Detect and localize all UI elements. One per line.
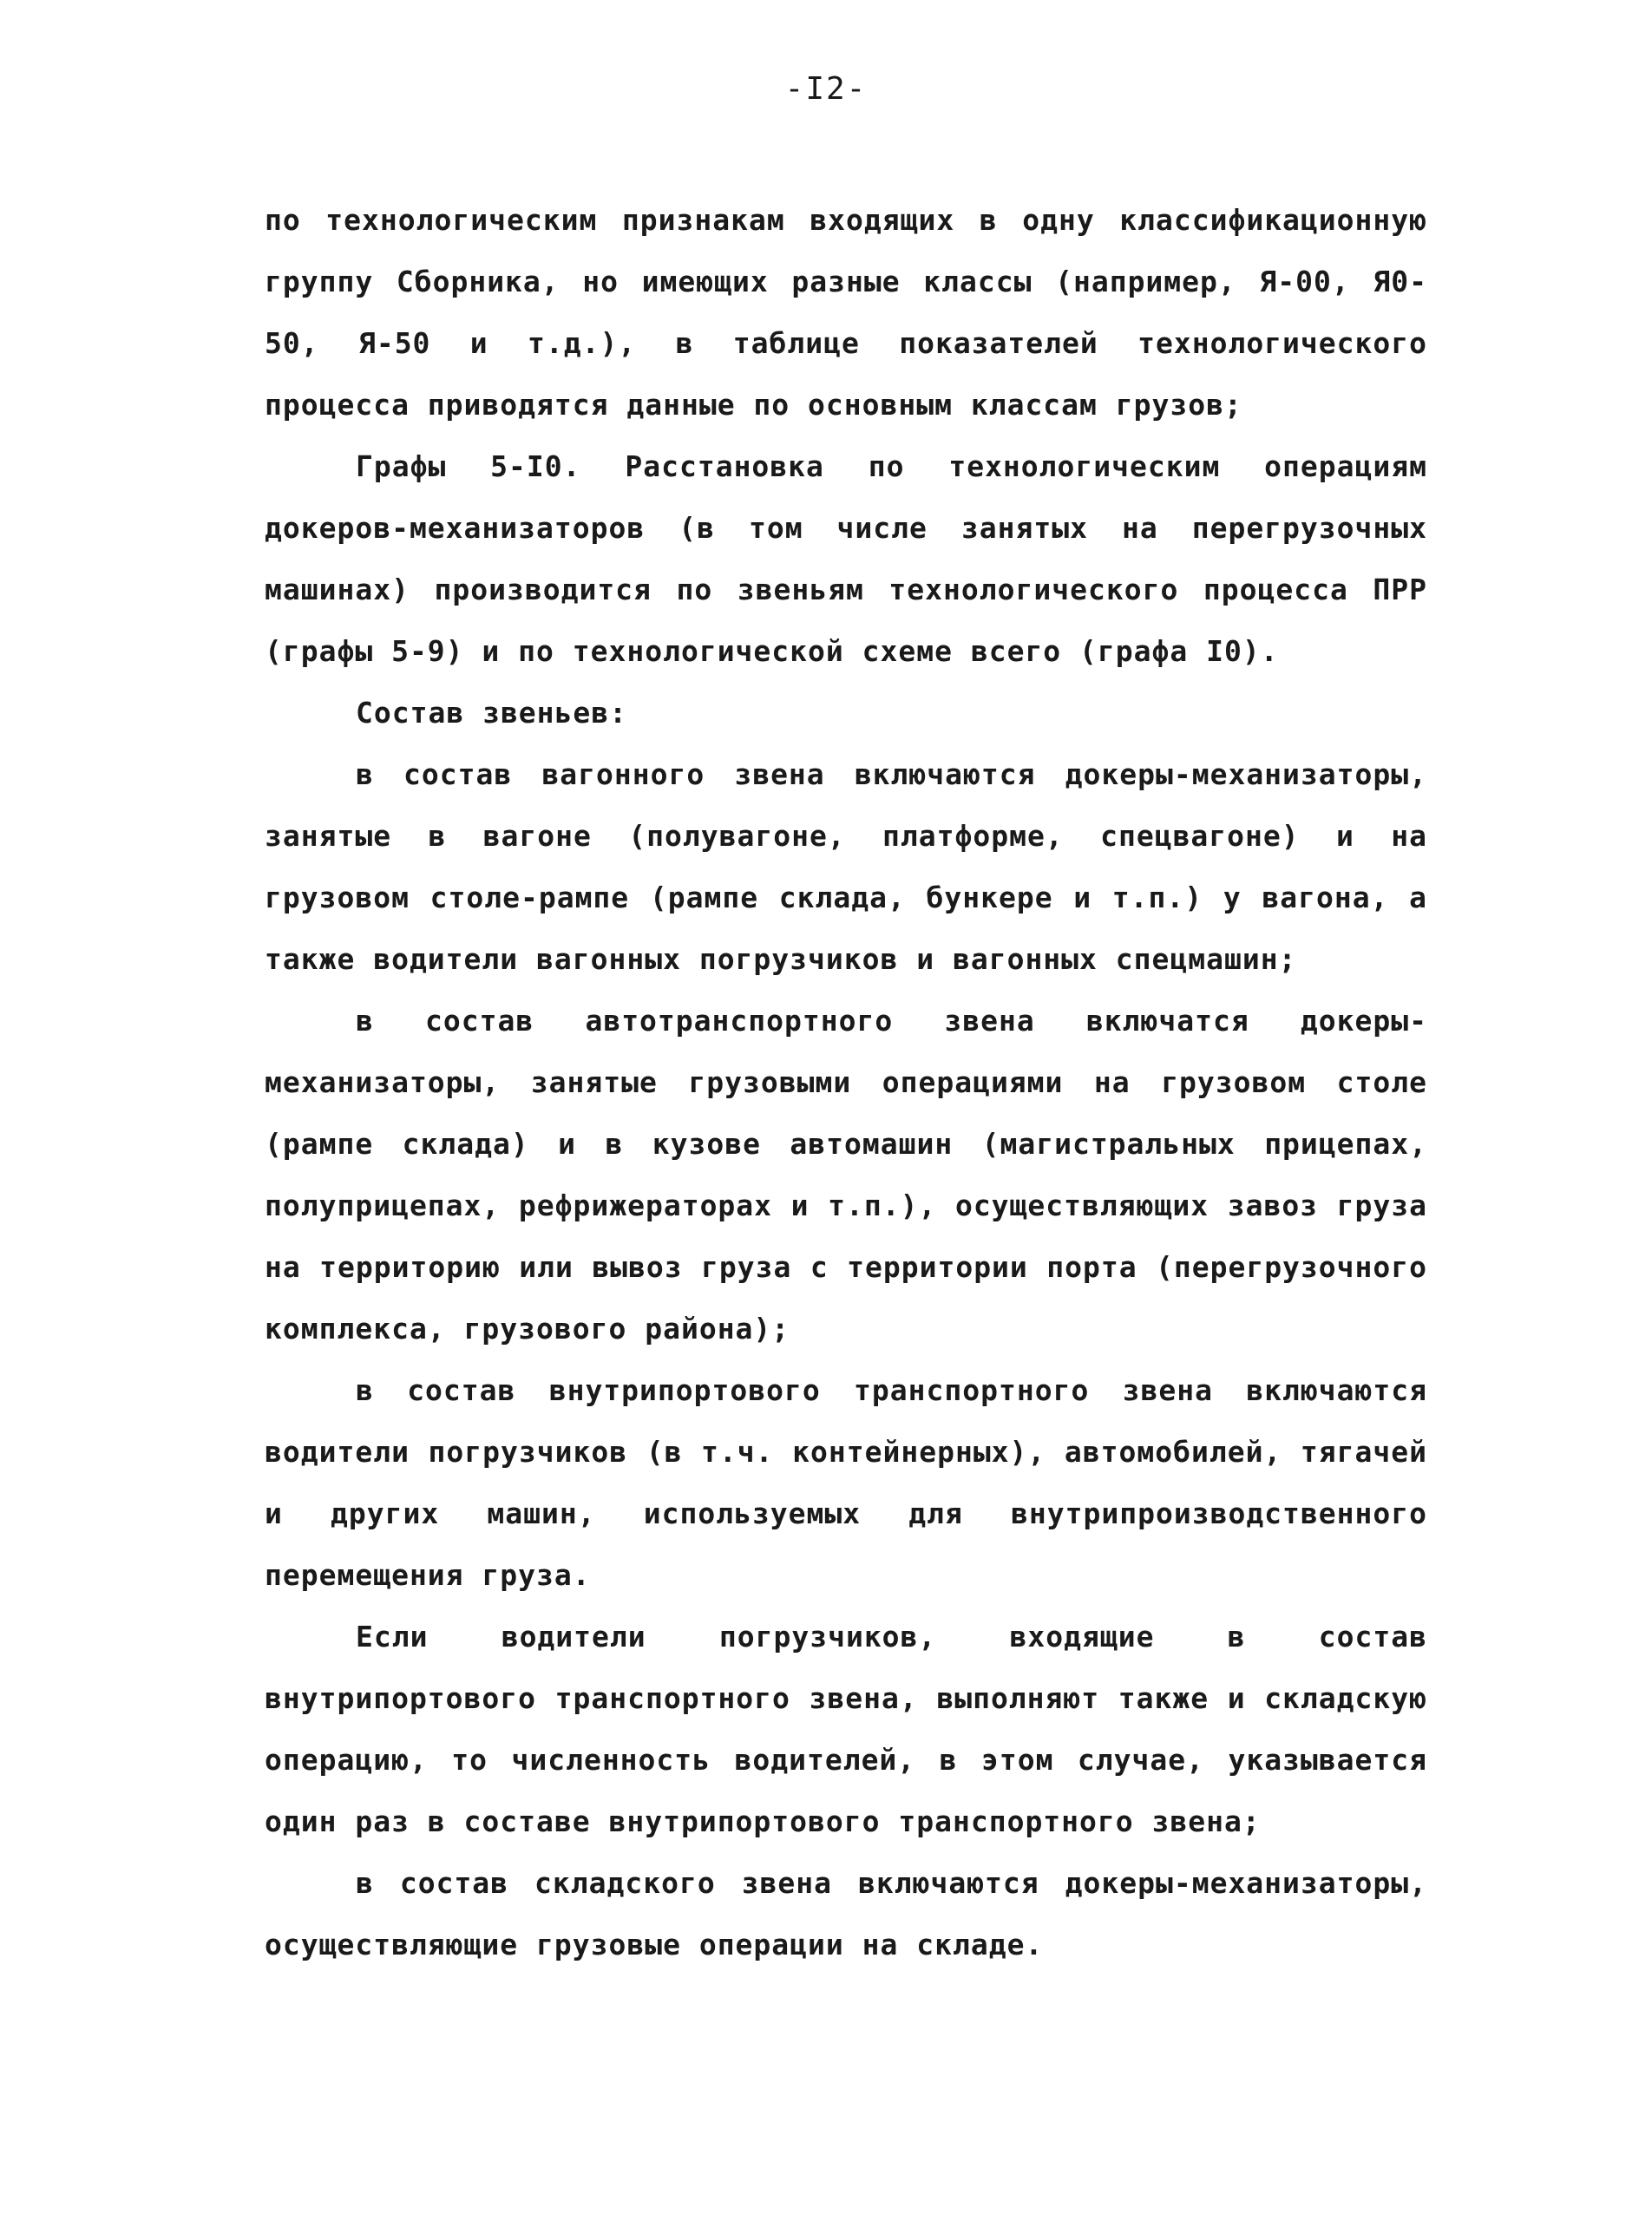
paragraph-warehouse-link: в состав складского звена включаются докеры-механизаторы, осуществляющие грузовые операции на складе. <box>265 1866 1427 1961</box>
paragraph-auto-transport-link: в состав автотранспортного звена включатся докеры-механизаторы, занятые грузовыми операциями на грузовом столе (рампе склада) и в кузове автомашин (магистральных прицепах, полуприцепах, рефрижераторах и т.п.), осуществляющих завоз груза на территорию или вывоз груза с территории порта (перегрузочного комплекса, грузового района); <box>265 1004 1427 1346</box>
paragraph-wagon-link: в состав вагонного звена включаются докеры-механизаторы, занятые в вагоне (полувагоне, платформе, спецвагоне) и на грузовом столе-рампе (рампе склада, бункере и т.п.) у вагона, а также водители вагонных погрузчиков и вагонных спецмашин; <box>265 757 1427 976</box>
page-number: -I2- <box>784 71 868 107</box>
paragraph-drivers-note: Если водители погрузчиков, входящие в состав внутрипортового транспортного звена, выполняют также и складскую операцию, то численность водителей, в этом случае, указывается один раз в составе внутрипортового транспортного звена; <box>265 1620 1427 1838</box>
body-text <box>265 189 1427 1975</box>
paragraph-intraport-transport-link: в состав внутрипортового транспортного звена включаются водители погрузчиков (в т.ч. контейнерных), автомобилей, тягачей и других машин, используемых для внутрипроизводственного перемещения груза. <box>265 1373 1427 1592</box>
paragraph-links-heading: Состав звеньев: <box>356 696 628 730</box>
paragraph-continuation: по технологическим признакам входящих в одну классификационную группу Сборника, но имеющих разные классы (например, Я-00, Я0-50, Я-50 и т.д.), в таблице показателей технологического процесса приводятся данные по основным классам грузов; <box>265 203 1427 422</box>
paragraph-columns-5-10: Графы 5-I0. Расстановка по технологическим операциям докеров-механизаторов (в том числе занятых на перегрузочных машинах) производится по звеньям технологического процесса ПРР (графы 5-9) и по технологической схеме всего (графа I0). <box>265 449 1427 668</box>
